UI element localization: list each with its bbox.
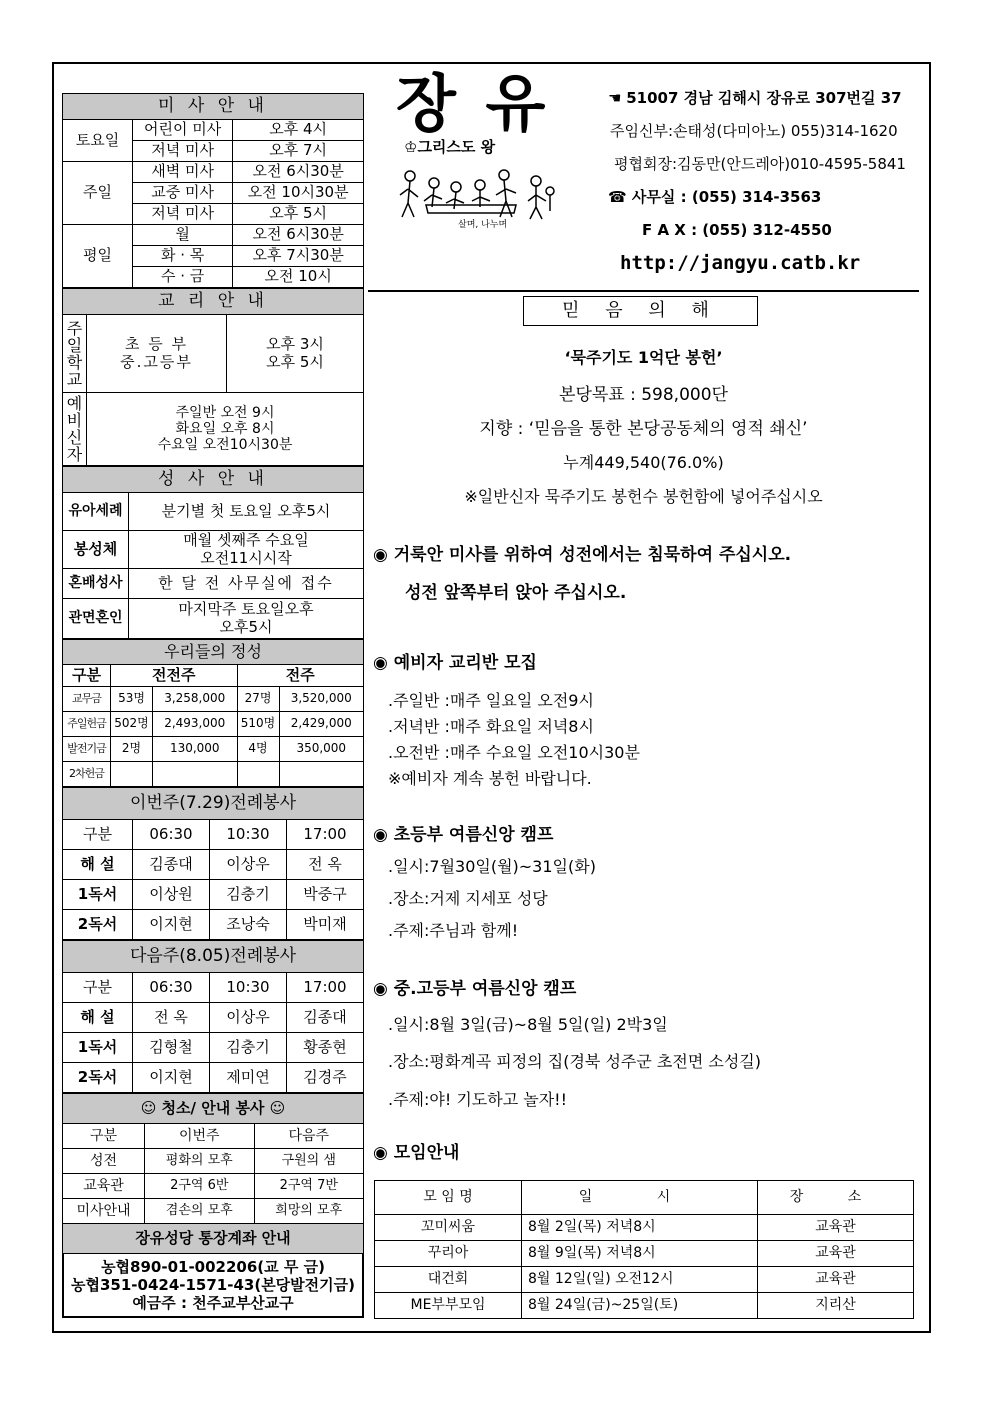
liturgy-cell: 이지현 [133,1063,210,1093]
offering-cell: 350,000 [279,737,364,762]
fax: F A X : (055) 312-4550 [642,221,832,239]
catechumen-title: ◉ 예비자 교리반 모집 [373,653,537,673]
masthead-tagline: 살며, 나누며 [458,220,508,230]
offering-cell: 3,520,000 [279,687,364,712]
sacrament-name: 유아세례 [63,493,129,531]
mass-name: 저녁 미사 [133,141,233,162]
mass-time: 오전 6시30분 [233,225,364,246]
liturgy-cell: 2독서 [63,910,133,940]
website-url[interactable]: http://jangyu.catb.kr [620,252,861,274]
mass-name: 새벽 미사 [133,162,233,183]
sacrament-name: 혼배성사 [63,569,129,599]
hand-icon: ☚ [608,89,622,107]
seating-notice: 성전 앞쪽부터 앉아 주십시오. [405,583,627,603]
offering-cell: 510명 [237,712,279,737]
meeting-cell: 대건회 [375,1267,522,1293]
elementary-camp-line: .장소:거제 지세포 성당 [388,889,548,908]
sacrament-name: 관면혼인 [63,599,129,639]
cleaning-cell: 성전 [63,1149,145,1174]
people-illustration [396,161,561,231]
meeting-cell: 교육관 [758,1241,914,1267]
youth-camp-line: .일시:8월 3일(금)~8월 5일(일) 2박3일 [388,1015,668,1034]
liturgy-cell: 김충기 [210,880,287,910]
sacrament-info: 한 달 전 사무실에 접수 [129,569,364,599]
cleaning-header: ☺ 청소/ 안내 봉사 ☺ [63,1094,364,1124]
account-header: 장유성당 통장계좌 안내 [63,1224,364,1254]
offering-cell: 130,000 [153,737,238,762]
sacrament-info: 마지막주 토요일오후 오후5시 [129,599,364,639]
offering-cell: 2,429,000 [279,712,364,737]
offering-cell: 2명 [111,737,153,762]
mass-name: 수 · 금 [133,267,233,288]
liturgy-next-header: 다음주(8.05)전례봉사 [63,941,364,973]
account-line: 예금주 : 천주교부산교구 [132,1294,294,1312]
meeting-cell: 8월 24일(금)~25일(토) [522,1293,758,1319]
left-column [62,93,364,1318]
offering-cell: 발전기금 [63,737,111,762]
doctrine-groups: 초 등 부 중.고등부 [87,315,227,393]
meetings-table [374,1180,914,1319]
liturgy-col: 06:30 [133,973,210,1003]
doctrine-times: 오후 3시 오후 5시 [227,315,364,393]
liturgy-cell: 전 옥 [287,850,364,880]
cleaning-col: 이번주 [145,1124,255,1149]
liturgy-cell: 전 옥 [133,1003,210,1033]
liturgy-col: 10:30 [210,973,287,1003]
liturgy-this-header: 이번주(7.29)전례봉사 [63,788,364,820]
meeting-cell: 지리산 [758,1293,914,1319]
year-title: 믿 음 의 해 [523,296,758,326]
liturgy-this-table [62,787,364,940]
mass-name: 월 [133,225,233,246]
offering-cell: 3,258,000 [153,687,238,712]
address: 51007 경남 김해시 장유로 307번길 37 [626,89,902,107]
offering-cell: 2,493,000 [153,712,238,737]
offering-cell: 교무금 [63,687,111,712]
meeting-cell: 8월 12일(일) 오전12시 [522,1267,758,1293]
liturgy-col: 17:00 [287,973,364,1003]
mass-day: 평일 [63,225,133,288]
offering-cell: 27명 [237,687,279,712]
doctrine-table [62,288,364,466]
offering-col: 전주 [237,665,364,687]
meeting-cell: 꾸리아 [375,1241,522,1267]
liturgy-col: 06:30 [133,820,210,850]
offering-cell: 502명 [111,712,153,737]
liturgy-cell: 2독서 [63,1063,133,1093]
offering-cell: 4명 [237,737,279,762]
silence-notice: ◉ 거룩안 미사를 위하여 성전에서는 침묵하여 주십시오. [373,545,792,565]
liturgy-cell: 김경주 [287,1063,364,1093]
account-line: 농협890-01-002206(교 무 금) [101,1258,325,1276]
catechumen-line: .주일반 :매주 일요일 오전9시 [388,691,594,710]
elementary-camp-title: ◉ 초등부 여름신앙 캠프 [373,825,554,845]
liturgy-cell: 조낭숙 [210,910,287,940]
meeting-col: 장 소 [758,1181,914,1215]
offering-col: 구분 [63,665,111,687]
mass-name: 저녁 미사 [133,204,233,225]
cleaning-cell: 미사안내 [63,1199,145,1224]
priest: 주임신부:손태성(다미아노) 055)314-1620 [610,122,898,140]
account-box [62,1254,364,1318]
catechumen-label: 예 비 신 자 [63,393,87,466]
offering-header: 우리들의 정성 [63,640,364,665]
account-line: 농협351-0424-1571-43(본당발전기금) [71,1276,355,1294]
parish-goal: 본당목표 : 598,000단 [559,385,728,405]
mass-table [62,93,364,288]
meeting-cell: 교육관 [758,1267,914,1293]
offering-cell [279,762,364,787]
offering-cell: 53명 [111,687,153,712]
council: 평협회장:김동만(안드레아)010-4595-5841 [614,155,906,173]
liturgy-cell: 해 설 [63,1003,133,1033]
offering-cell: 2차헌금 [63,762,111,787]
office-phone: 사무실 : (055) 314-3563 [631,188,822,206]
offering-col: 전전주 [111,665,238,687]
cleaning-table [62,1093,364,1254]
rosary-title: ‘묵주기도 1억단 봉헌’ [564,348,723,367]
cleaning-cell: 겸손의 모후 [145,1199,255,1224]
cleaning-cell: 구원의 샘 [254,1149,364,1174]
offering-table [62,639,364,787]
sacrament-header: 성 사 안 내 [63,467,364,493]
liturgy-next-table [62,940,364,1093]
cleaning-col: 다음주 [254,1124,364,1149]
mass-time: 오후 5시 [233,204,364,225]
masthead-title: 장 유 [396,67,550,140]
meeting-cell: ME부부모임 [375,1293,522,1319]
catechumen-line: ※예비자 계속 봉헌 바랍니다. [388,769,592,788]
header-rule [368,290,919,292]
liturgy-cell: 1독서 [63,880,133,910]
intention: 지향 : ‘믿음을 통한 본당공동체의 영적 쇄신’ [479,419,808,439]
youth-camp-title: ◉ 중.고등부 여름신앙 캠프 [373,979,577,999]
offering-cell [111,762,153,787]
catechumen-line: .저녁반 :매주 화요일 저녁8시 [388,717,594,736]
mass-header: 미 사 안 내 [63,94,364,120]
cleaning-col: 구분 [63,1124,145,1149]
liturgy-cell: 김종대 [287,1003,364,1033]
rosary-note: ※일반신자 묵주기도 봉헌수 봉헌함에 넣어주십시오 [464,487,823,506]
mass-time: 오후 7시30분 [233,246,364,267]
meeting-cell: 교육관 [758,1215,914,1241]
mass-time: 오전 10시30분 [233,183,364,204]
offering-cell: 주일헌금 [63,712,111,737]
masthead-subtitle: ♔그리스도 왕 [404,138,496,156]
mass-name: 어린이 미사 [133,120,233,141]
liturgy-cell: 김형철 [133,1033,210,1063]
masthead [396,67,561,235]
liturgy-col: 구분 [63,973,133,1003]
liturgy-col: 17:00 [287,820,364,850]
cleaning-cell: 평화의 모후 [145,1149,255,1174]
liturgy-cell: 박중구 [287,880,364,910]
liturgy-cell: 이지현 [133,910,210,940]
cleaning-cell: 교육관 [63,1174,145,1199]
liturgy-col: 구분 [63,820,133,850]
doctrine-header: 교 리 안 내 [63,289,364,315]
mass-time: 오후 7시 [233,141,364,162]
meeting-cell: 꼬미씨움 [375,1215,522,1241]
liturgy-cell: 해 설 [63,850,133,880]
liturgy-cell: 김종대 [133,850,210,880]
cleaning-cell: 2구역 7반 [254,1174,364,1199]
liturgy-cell: 이상원 [133,880,210,910]
mass-time: 오전 10시 [233,267,364,288]
meeting-col: 일 시 [522,1181,758,1215]
cleaning-cell: 희망의 모후 [254,1199,364,1224]
meeting-cell: 8월 2일(목) 저녁8시 [522,1215,758,1241]
elementary-camp-line: .주제:주님과 함께! [388,921,519,940]
running-total: 누계449,540(76.0%) [563,453,724,472]
mass-day: 주일 [63,162,133,225]
mass-name: 화 · 목 [133,246,233,267]
liturgy-cell: 이상우 [210,850,287,880]
offering-cell [237,762,279,787]
liturgy-cell: 박미재 [287,910,364,940]
youth-camp-line: .장소:평화계곡 피정의 집(경북 성주군 초전면 소성길) [388,1052,761,1071]
sacrament-info: 분기별 첫 토요일 오후5시 [129,493,364,531]
phone-icon: ☎ [608,188,627,206]
sacrament-info: 매월 셋째주 수요일 오전11시시작 [129,531,364,569]
mass-time: 오전 6시30분 [233,162,364,183]
liturgy-cell: 황종현 [287,1033,364,1063]
liturgy-cell: 이상우 [210,1003,287,1033]
liturgy-cell: 1독서 [63,1033,133,1063]
mass-day: 토요일 [63,120,133,162]
meeting-cell: 8월 9일(목) 저녁8시 [522,1241,758,1267]
sacrament-name: 봉성체 [63,531,129,569]
mass-time: 오후 4시 [233,120,364,141]
catechumen-line: .오전반 :매주 수요일 오전10시30분 [388,743,640,762]
sacrament-table [62,466,364,639]
meeting-col: 모 임 명 [375,1181,522,1215]
offering-cell [153,762,238,787]
liturgy-cell: 제미연 [210,1063,287,1093]
liturgy-col: 10:30 [210,820,287,850]
contact-info [608,82,918,247]
elementary-camp-line: .일시:7월30일(월)~31일(화) [388,857,596,876]
mass-name: 교중 미사 [133,183,233,204]
catechumen-times: 주일반 오전 9시 화요일 오후 8시 수요일 오전10시30분 [87,393,364,466]
cleaning-cell: 2구역 6반 [145,1174,255,1199]
meetings-title: ◉ 모임안내 [373,1143,460,1163]
youth-camp-line: .주제:야! 기도하고 놀자!! [388,1090,567,1109]
liturgy-cell: 김충기 [210,1033,287,1063]
sunday-school-label: 주 일 학 교 [63,315,87,393]
